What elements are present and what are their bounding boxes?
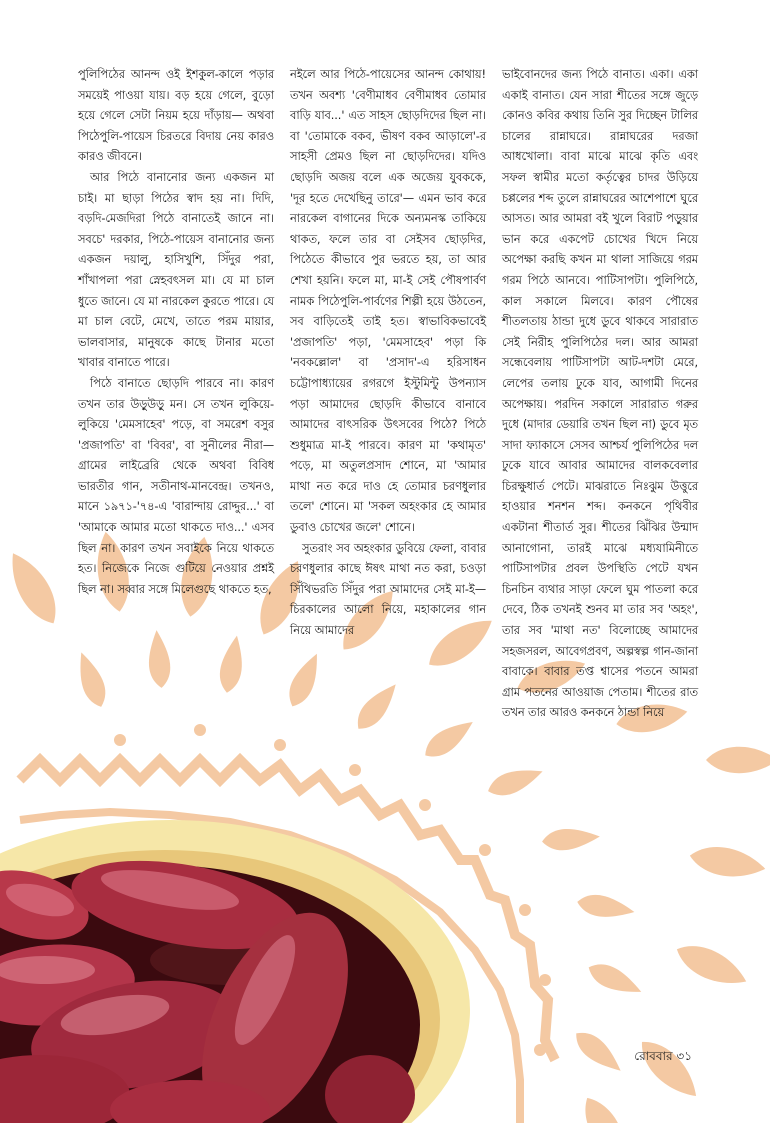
- paragraph: পুলিপিঠের আনন্দ ওই ইশকুল-কালে পড়ার সময়েই পাওয়া যায়। বড় হয়ে গেলে, বুড়ো হয়ে গেলে সেটা নিয়ম হয়ে দাঁড়ায়— অথবা পিঠেপুলি-পায়েস চিরতরে বিদায় নেয় কারও কারও জীবনে।: [78, 67, 274, 164]
- paragraph: নইলে আর পিঠে-পায়েসের আনন্দ কোথায়! তখন অবশ্য 'বেণীমাধব বেণীমাধব তোমার বাড়ি যাব...' এত সাহস ছোড়দিদের ছিল না। বা 'তোমাকে বকব, ভীষণ বকব আড়ালে'-র সাহসী প্রেমও ছিল না ছোড়দিদের। যদিও ছোড়দি অজয় বলে এক অজেয় যুবককে, 'দূর হতে দেখেছিনু তারে'— এমন ভাব করে নারকেল বাগানের দিকে অন্যমনস্ক তাকিয়ে থাকত, ফলে তার বা সেইসব ছোড়দির, পিঠেতে কীভাবে পুর ভরতে হয়, তা আর শেখা হয়নি। ফলে মা, মা-ই সেই পৌষপার্বণ নামক পিঠেপুলি-পার্বণের শিল্পী হয়ে উঠতেন, সব বাড়িতেই তাই হত। স্বাভাবিকভাবেই 'প্রজাপতি' পড়া, 'মেমসাহেব' পড়া কি 'নবকল্লোল' বা 'প্রসাদ'-এ হরিসাধন চট্টোপাধ্যায়ের রগরগে ইস্টুমিন্টু উপন্যাস পড়া আমাদের ছোড়দি কীভাবে বানাবে আমাদের বাৎসরিক উৎসবের পিঠে? পিঠে শুধুমাত্র মা-ই পারবে। কারণ মা 'কথামৃত' পড়ে, মা অতুলপ্রসাদ শোনে, মা 'আমার মাথা নত করে দাও হে তোমার চরণধুলার তলে' শোনে। মা 'সকল অহংকার হে আমার ডুবাও চোখের জলে' শোনে।: [290, 67, 486, 535]
- paragraph: আর পিঠে বানানোর জন্য একজন মা চাই। মা ছাড়া পিঠের স্বাদ হয় না। দিদি, বড়দি-মেজদিরা পিঠে বানাতেই জানে না। সবচে' দরকার, পিঠে-পায়েস বানানোর জন্য একজন দয়ালু, হাসিখুশি, সিঁদুর পরা, শাঁখাপলা পরা স্নেহবৎসল মা। যে মা চাল ধুতে জানে। যে মা নারকেল কুরতে পারে। যে মা চাল বেটে, মেখে, তাতে পরম মায়ার, ভালবাসার, মানুষকে কাছে টানার মতো খাবার বানাতে পারে।: [78, 169, 274, 370]
- article-column-2: [290, 64, 486, 641]
- article-column-1: [78, 64, 274, 599]
- article-column-3: [502, 64, 698, 723]
- paragraph: পিঠে বানাতে ছোড়দি পারবে না। কারণ তখন তার উড়ুউড়ু মন। সে তখন লুকিয়ে-লুকিয়ে 'মেমসাহেব' পড়ে, বা সমরেশ বসুর 'প্রজাপতি' বা 'বিবর', বা সুনীলের নীরা— গ্রামের লাইব্রেরি থেকে অথবা বিবিধ ভারতীর গান, সতীনাথ-মানবেন্দ্র। তখনও, মানে ১৯৭১-'৭৪-এ 'বারান্দায় রোদ্দুর...' বা 'আমাকে আমার মতো থাকতে দাও...' এসব ছিল না। কারণ তখন সবাইকে নিয়ে থাকতে হত। নিজেকে নিজে গুটিয়ে নেওয়ার প্রশ্নই ছিল না। সব্বার সঙ্গে মিলেগুছে থাকতে হত,: [78, 375, 274, 596]
- page-footer: রোববার ৩১: [634, 1049, 692, 1063]
- paragraph: ভাইবোনদের জন্য পিঠে বানাত। একা। একা একাই বানাত। যেন সারা শীতের সঙ্গে জুড়ে কোনও কবির কথায় তিনি সুর দিচ্ছেন টালির চালের রান্নাঘরে। রান্নাঘরের দরজা আধখোলা। বাবা মাঝে মাঝে কৃতি এবং সফল স্বামীর মতো কর্তৃত্বের চাদর উড়িয়ে চপ্পলের শব্দ তুলে রান্নাঘরের আশেপাশে ঘুরে আসত। আর আমরা বই খুলে বিরাট পড়ুয়ার ভান করে একপেট চোখের খিদে নিয়ে অপেক্ষা করছি কখন মা থালা সাজিয়ে গরম গরম পিঠে আনবে। পাটিসাপটা। পুলিপিঠে, কাল সকালে মিলবে। কারণ পৌষের শীতলতায় ঠান্ডা দুধে ডুবে থাকবে সারারাত সেই নিরীহ পুলিপিঠের দল। আর আমরা সন্ধেবেলায় পাটিসাপটা আট-দশটা মেরে, লেপের তলায় ঢুকে যাব, আগামী দিনের অপেক্ষায়। পরদিন সকালে সারারাত গরুর দুধে (মাদার ডেয়ারি তখন ছিল না) ডুবে মৃত সাদা ফ্যাকাসে সেসব আশ্চর্য পুলিপিঠের দল ঢুকে যাবে আবার আমাদের বালকবেলার চিরক্ষুধার্ত পেটে। মাঝরাতে নিঃঝুম উত্তুরে হাওয়ার শনশন শব্দ। কনকনে পৃথিবীর একটানা শীতার্ত সুর। শীতের ঝিঁঝির উন্মাদ আনাগোনা, তারই মাঝে মধ্যযামিনীতে পাটিসাপটার প্রবল উপস্থিতি পেটে যখন চিনচিন ব্যথার সাড়া ফেলে ঘুম পাতলা করে দেবে, ঠিক তখনই শুনব মা তার সব 'অহং', তার সব 'মাথা নত' বিলোচ্ছে আমাদের সহজসরল, আবেগপ্রবণ, অল্পস্বল্প গান-জানা বাবাকে। বাবার তপ্ত শ্বাসের পতনে আমরা গ্রাম পতনের আওয়াজ পেতাম। শীতের রাত তখন তার আরও কনকনে ঠান্ডা নিয়ে: [502, 67, 698, 720]
- paragraph: সুতরাং সব অহংকার ডুবিয়ে ফেলা, বাবার চরণধুলার কাছে ঈষৎ মাথা নত করা, চওড়া সিঁথিভরতি সিঁদুর পরা আমাদের সেই মা-ই— চিরকালের আলো নিয়ে, মহাকালের গান নিয়ে আমাদের: [290, 540, 486, 638]
